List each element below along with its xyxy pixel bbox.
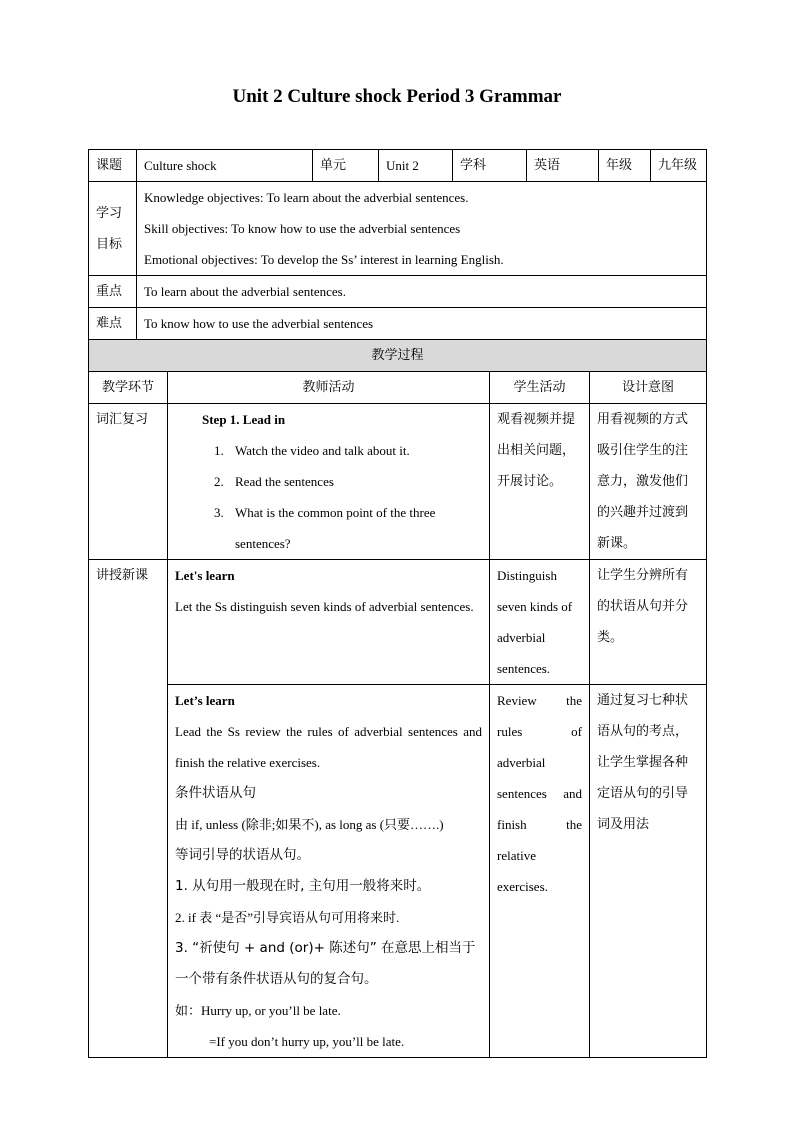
review-intro: Lead the Ss review the rules of adverbial sentences and finish the relative exercises. bbox=[175, 724, 482, 770]
lead-in-purpose: 用看视频的方式吸引住学生的注意力，激发他们的兴趣并过渡到新课。 bbox=[590, 404, 707, 560]
teaching-process-table bbox=[88, 339, 707, 1058]
new-lesson-purpose: 让学生分辨所有的状语从句并分类。 bbox=[590, 560, 707, 685]
document-title: Unit 2 Culture shock Period 3 Grammar bbox=[232, 86, 562, 107]
review-row bbox=[89, 685, 707, 1058]
key-point-value: To learn about the adverbial sentences. bbox=[137, 276, 707, 308]
new-lesson-heading: Let's learn bbox=[175, 568, 235, 583]
key-point-label: 重点 bbox=[89, 276, 137, 308]
unit-label: 单元 bbox=[313, 150, 379, 182]
lead-in-steps bbox=[175, 435, 482, 559]
emotional-objective: Emotional objectives: To develop the Ss’ interest in learning English. bbox=[144, 252, 504, 267]
topic-row bbox=[89, 150, 707, 182]
review-rule-1: 1. 从句用一般现在时, 主句用一般将来时。 bbox=[175, 878, 431, 894]
new-lesson-stage: 讲授新课 bbox=[89, 560, 168, 1058]
column-header-teacher: 教师活动 bbox=[168, 372, 490, 404]
objectives-label-line-2: 目标 bbox=[96, 236, 123, 252]
difficulty-label: 难点 bbox=[89, 308, 137, 340]
review-purpose: 通过复习七种状语从句的考点，让学生掌握各种定语从句的引导词及用法 bbox=[590, 685, 707, 1058]
review-rule-2: 2. if 表 “是否”引导宾语从句可用将来时. bbox=[175, 910, 400, 925]
new-lesson-text: Let the Ss distinguish seven kinds of adverbial sentences. bbox=[175, 599, 474, 614]
objectives-label-line-1: 学习 bbox=[96, 205, 123, 221]
review-example-1: 如：Hurry up, or you’ll be late. bbox=[175, 1003, 341, 1018]
skill-objective: Skill objectives: To know how to use the adverbial sentences bbox=[144, 221, 461, 236]
review-heading: Let’s learn bbox=[175, 693, 235, 708]
lead-in-step-title: Step 1. Lead in bbox=[202, 412, 286, 427]
grade-value: 九年级 bbox=[651, 150, 707, 182]
grade-label: 年级 bbox=[599, 150, 651, 182]
review-teacher bbox=[168, 685, 490, 1058]
new-lesson-student: Distinguish seven kinds of adverbial sentences. bbox=[490, 560, 590, 685]
subject-label: 学科 bbox=[453, 150, 527, 182]
lead-in-student: 观看视频并提出相关问题，开展讨论。 bbox=[490, 404, 590, 560]
review-rule-3: 3. “祈使句 + and (or)+ 陈述句” 在意思上相当于一个带有条件状语从句的复合句。 bbox=[175, 940, 476, 987]
lead-in-stage: 词汇复习 bbox=[89, 404, 168, 560]
difficulty-row bbox=[89, 308, 707, 340]
knowledge-objective: Knowledge objectives: To learn about the adverbial sentences. bbox=[144, 190, 469, 205]
difficulty-value: To know how to use the adverbial sentences bbox=[137, 308, 707, 340]
objectives-label bbox=[89, 182, 137, 276]
objectives-content bbox=[137, 182, 707, 276]
review-subtitle: 条件状语从句 bbox=[175, 785, 256, 801]
column-header-stage: 教学环节 bbox=[89, 372, 168, 404]
lead-in-step-1: 1. Watch the video and talk about it. bbox=[227, 435, 482, 466]
unit-value: Unit 2 bbox=[379, 150, 453, 182]
new-lesson-teacher bbox=[168, 560, 490, 685]
key-point-row bbox=[89, 276, 707, 308]
lead-in-row bbox=[89, 404, 707, 560]
column-header-purpose: 设计意图 bbox=[590, 372, 707, 404]
topic-value: Culture shock bbox=[137, 150, 313, 182]
review-line-b: 等词引导的状语从句。 bbox=[175, 847, 310, 863]
lead-in-step-3: 3. What is the common point of the three sentences? bbox=[227, 497, 482, 559]
column-header-row bbox=[89, 372, 707, 404]
lesson-info-table bbox=[88, 149, 707, 340]
process-header-row bbox=[89, 340, 707, 372]
review-line-a: 由 if, unless (除非;如果不), as long as (只要…….) bbox=[175, 817, 444, 832]
column-header-student: 学生活动 bbox=[490, 372, 590, 404]
review-student: Review the rules of adverbial sentences and finish the relative exercises. bbox=[490, 685, 590, 1058]
topic-label: 课题 bbox=[89, 150, 137, 182]
lead-in-step-2: 2. Read the sentences bbox=[227, 466, 482, 497]
subject-value: 英语 bbox=[527, 150, 599, 182]
process-header: 教学过程 bbox=[89, 340, 707, 372]
review-example-2: =If you don’t hurry up, you’ll be late. bbox=[209, 1034, 405, 1049]
new-lesson-row bbox=[89, 560, 707, 685]
lead-in-teacher bbox=[168, 404, 490, 560]
objectives-row bbox=[89, 182, 707, 276]
